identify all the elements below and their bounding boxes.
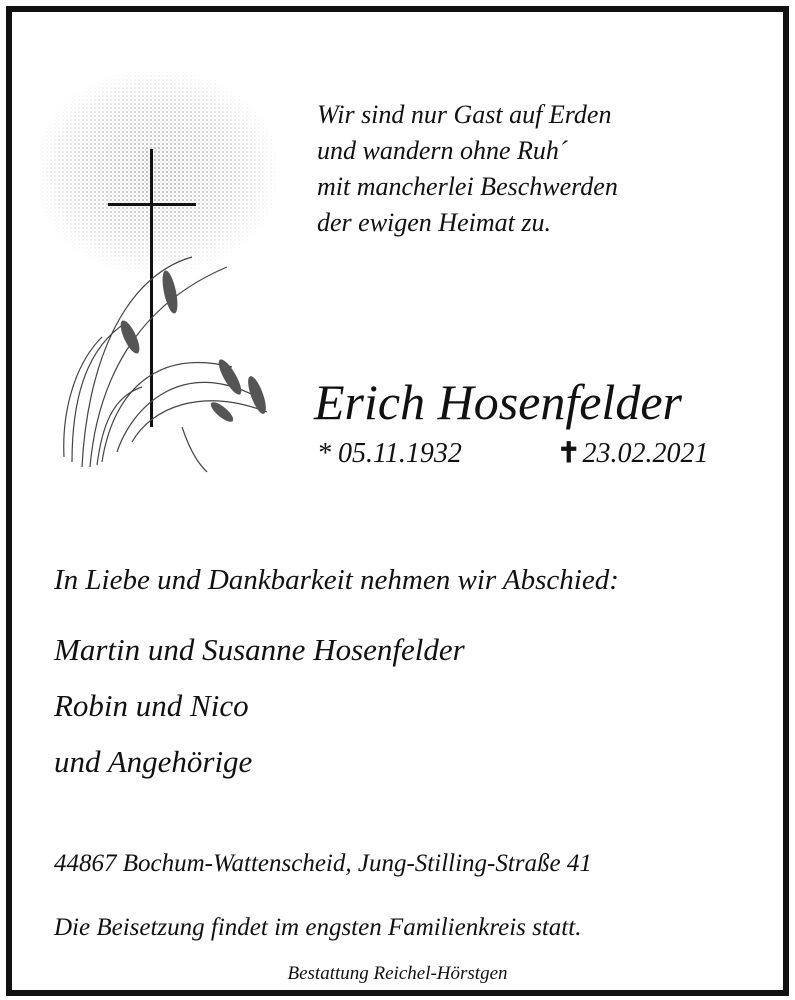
burial-note: Die Beisetzung findet im engsten Familienkreis statt. [54, 914, 582, 941]
poem-line: Wir sind nur Gast auf Erden [317, 100, 612, 129]
death-date: 23.02.2021 [582, 438, 709, 469]
obituary-frame [6, 6, 789, 996]
mourner: Robin und Nico [54, 688, 249, 723]
poem-line: mit mancherlei Beschwerden [317, 172, 618, 201]
cross-and-wheat-illustration [42, 67, 292, 477]
funeral-home: Bestattung Reichel-Hörstgen [287, 963, 508, 984]
address: 44867 Bochum-Wattenscheid, Jung-Stilling-Straße 41 [54, 850, 592, 877]
death-date-line [557, 437, 708, 471]
poem [317, 97, 618, 241]
poem-line: der ewigen Heimat zu. [317, 208, 551, 237]
death-cross-icon: ✝ [557, 438, 581, 469]
farewell-text: In Liebe und Dankbarkeit nehmen wir Abschied: [54, 564, 619, 596]
birth-date: * 05.11.1932 [317, 438, 462, 469]
mourner: Martin und Susanne Hosenfelder [54, 632, 465, 667]
mourner: und Angehörige [54, 744, 253, 779]
poem-line: und wandern ohne Ruh´ [317, 136, 568, 165]
mourners-list [54, 622, 465, 790]
deceased-name: Erich Hosenfelder [314, 374, 682, 430]
